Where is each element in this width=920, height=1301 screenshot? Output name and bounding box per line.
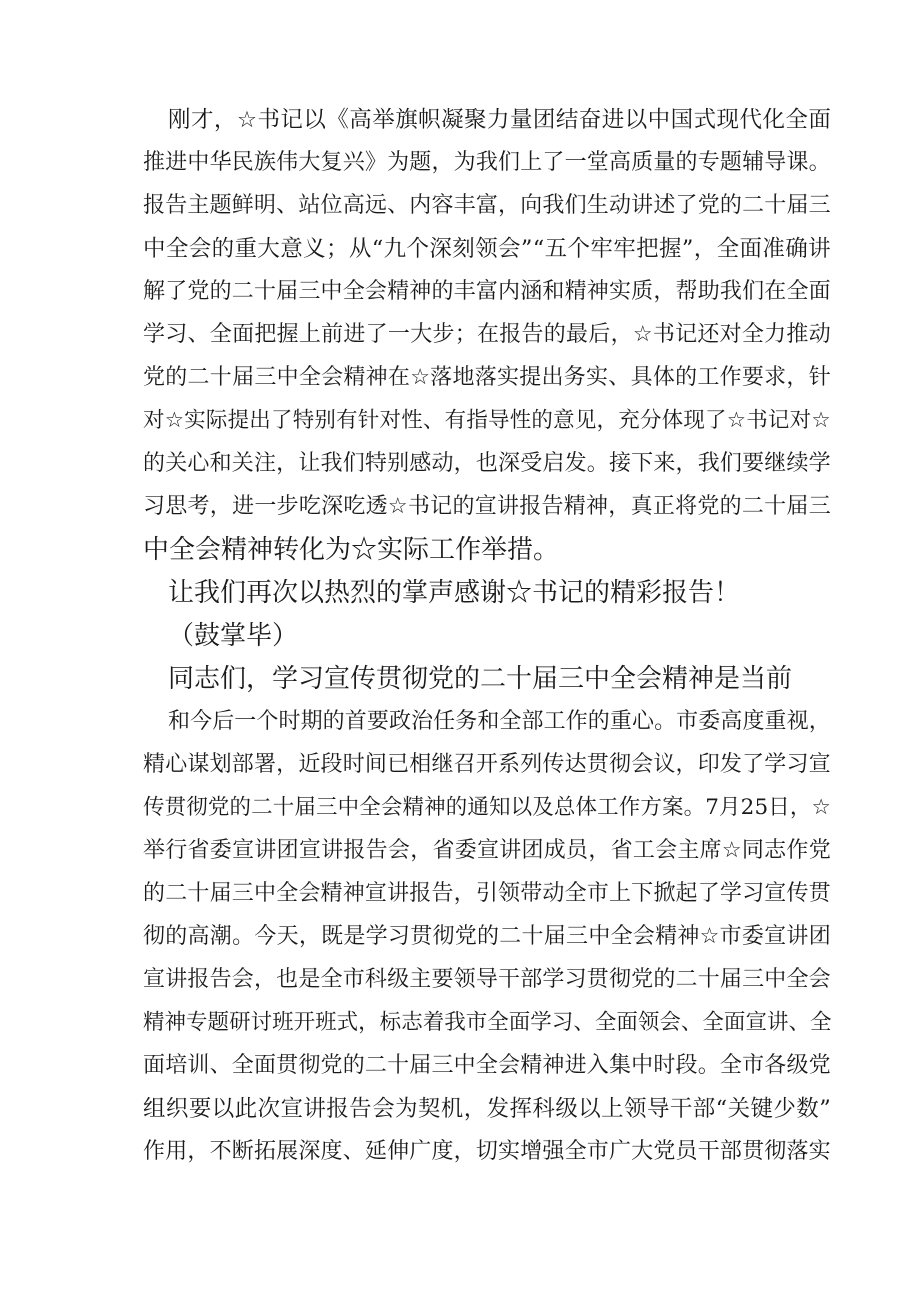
paragraph-line: 党 的 二 十 届 三 中 全 会 精 神 在 ☆ 落 地 落 实 提 出 务 实 、 具 体 的 工 作 要 求 ， 针 bbox=[143, 365, 831, 390]
paragraph-line: 精 心 谋 划 部 署 ， 近 段 时 间 已 相 继 召 开 系 列 传 达 贯 彻 会 议 ， 印 发 了 学 习 宣 bbox=[143, 752, 831, 777]
paragraph-line: 组 织 要 以 此 次 宣 讲 报 告 会 为 契 机 ， 发 挥 科 级 以 上 领 导 干 部 “ 关 键 少 数 ” bbox=[143, 1096, 831, 1122]
paragraph-line: 精 神 专 题 研 讨 班 开 班 式 ， 标 志 着 我 市 全 面 学 习 、 全 面 领 会 、 全 面 宣 讲 、 全 bbox=[143, 1010, 832, 1035]
paragraph-line: 习 思 考 ， 进 一 步 吃 深 吃 透 ☆ 书 记 的 宣 讲 报 告 精 神 ， 真 正 将 党 的 二 十 届 三 bbox=[143, 494, 831, 519]
paragraph-line: 彻 的 高 潮 。 今 天 ， 既 是 学 习 贯 彻 党 的 二 十 届 三 中 全 会 精 神 ☆ 市 委 宣 讲 团 bbox=[143, 924, 831, 949]
paragraph-line: （鼓掌毕） bbox=[168, 621, 299, 651]
paragraph-line: 对 ☆ 实 际 提 出 了 特 别 有 针 对 性 、 有 指 导 性 的 意 见 ， 充 分 体 现 了 ☆ 书 记 对 ☆ bbox=[143, 408, 831, 433]
paragraph-line: 的 二 十 届 三 中 全 会 精 神 宣 讲 报 告 ， 引 领 带 动 全 市 上 下 掀 起 了 学 习 宣 传 贯 bbox=[143, 881, 831, 906]
paragraph-line: 举 行 省 委 宣 讲 团 宣 讲 报 告 会 ， 省 委 宣 讲 团 成 员 ， 省 工 会 主 席 ☆ 同 志 作 党 bbox=[143, 838, 831, 863]
paragraph-line: 让我们再次以热烈的掌声感谢☆书记的精彩报告！ bbox=[168, 578, 741, 608]
paragraph-line: 报 告 主 题 鲜 明 、 站 位 高 远 、 内 容 丰 富 ， 向 我 们 生 动 讲 述 了 党 的 二 十 届 三 bbox=[143, 193, 831, 218]
paragraph-line: 推 进 中 华 民 族 伟 大 复 兴 》 为 题 ， 为 我 们 上 了 一 堂 高 质 量 的 专 题 辅 导 课 。 bbox=[143, 150, 831, 175]
paragraph-line: 同志们，学习宣传贯彻党的二十届三中全会精神是当前 bbox=[168, 664, 793, 694]
paragraph-line: 的 关 心 和 关 注 ， 让 我 们 特 别 感 动 ， 也 深 受 启 发 。 接 下 来 ， 我 们 要 继 续 学 bbox=[143, 451, 831, 476]
paragraph-line: 作 用 ， 不 断 拓 展 深 度 、 延 伸 广 度 ， 切 实 增 强 全 市 广 大 党 员 干 部 贯 彻 落 实 bbox=[143, 1139, 831, 1164]
paragraph-line: 面 培 训 、 全 面 贯 彻 党 的 二 十 届 三 中 全 会 精 神 进 入 集 中 时 段 。 全 市 各 级 党 bbox=[143, 1053, 831, 1078]
paragraph-line: 中全会精神转化为☆实际工作举措。 bbox=[143, 535, 560, 565]
paragraph-line: 和 今 后 一 个 时 期 的 首 要 政 治 任 务 和 全 部 工 作 的 重 心 。 市 委 高 度 重 视 ， bbox=[168, 709, 831, 734]
paragraph-line: 刚 才 ， ☆ 书 记 以 《 高 举 旗 帜 凝 聚 力 量 团 结 奋 进 以 中 国 式 现 代 化 全 面 bbox=[168, 107, 831, 133]
paragraph-line: 宣 讲 报 告 会 ， 也 是 全 市 科 级 主 要 领 导 干 部 学 习 贯 彻 党 的 二 十 届 三 中 全 会 bbox=[143, 967, 831, 992]
paragraph-line: 传 贯 彻 党 的 二 十 届 三 中 全 会 精 神 的 通 知 以 及 总 体 工 作 方 案 。 7 月 2 5 日 ， ☆ bbox=[143, 795, 831, 820]
paragraph-line: 解 了 党 的 二 十 届 三 中 全 会 精 神 的 丰 富 内 涵 和 精 神 实 质 ， 帮 助 我 们 在 全 面 bbox=[143, 279, 831, 304]
paragraph-line: 中 全 会 的 重 大 意 义 ； 从 “ 九 个 深 刻 领 会 ” “ 五 个 牢 牢 把 握 ” ， 全 面 准 确 讲 bbox=[143, 236, 831, 262]
paragraph-line: 学 习 、 全 面 把 握 上 前 进 了 一 大 步 ； 在 报 告 的 最 后 ， ☆ 书 记 还 对 全 力 推 动 bbox=[143, 322, 831, 347]
